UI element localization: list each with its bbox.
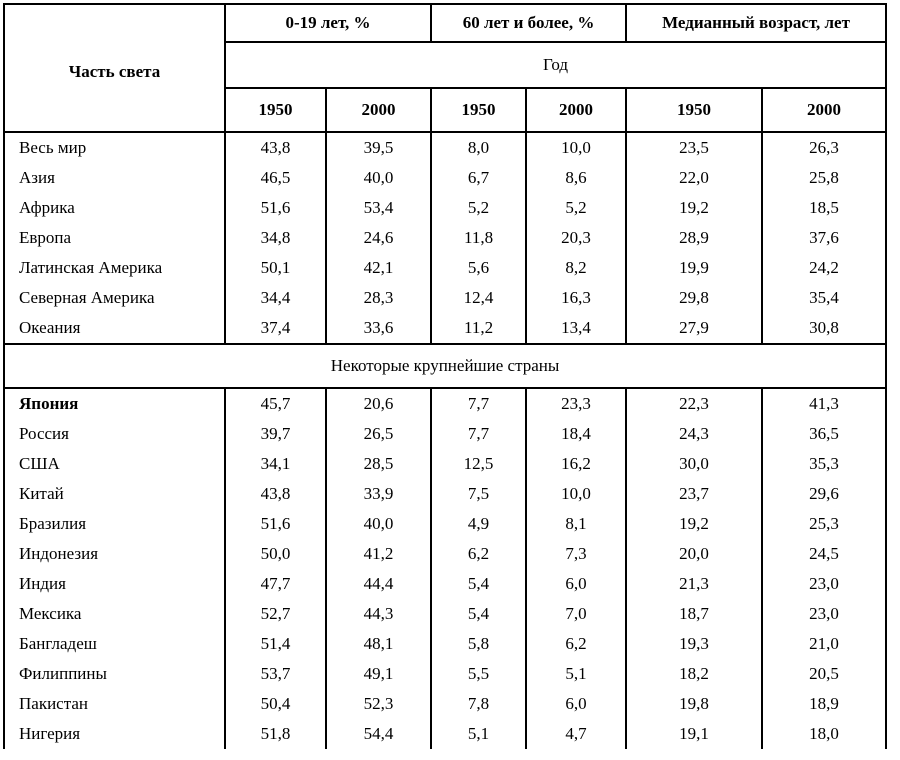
cell-value: 22,0 <box>626 163 762 193</box>
row-label: Нигерия <box>4 719 225 749</box>
row-label: Филиппины <box>4 659 225 689</box>
cell-value: 5,4 <box>431 599 526 629</box>
cell-value: 7,0 <box>526 599 626 629</box>
cell-value: 21,0 <box>762 629 886 659</box>
row-label: Северная Америка <box>4 283 225 313</box>
cell-value: 8,0 <box>431 132 526 163</box>
table-body <box>4 4 886 749</box>
cell-value: 7,3 <box>526 539 626 569</box>
cell-value: 7,7 <box>431 419 526 449</box>
cell-value: 6,2 <box>431 539 526 569</box>
row-label: Япония <box>4 388 225 419</box>
cell-value: 23,3 <box>526 388 626 419</box>
table-row <box>4 132 886 163</box>
cell-value: 30,8 <box>762 313 886 344</box>
cell-value: 36,5 <box>762 419 886 449</box>
cell-value: 54,4 <box>326 719 431 749</box>
table-row <box>4 659 886 689</box>
cell-value: 24,3 <box>626 419 762 449</box>
cell-value: 18,7 <box>626 599 762 629</box>
cell-value: 29,8 <box>626 283 762 313</box>
cell-value: 23,0 <box>762 569 886 599</box>
row-label: Индонезия <box>4 539 225 569</box>
cell-value: 41,2 <box>326 539 431 569</box>
cell-value: 18,5 <box>762 193 886 223</box>
cell-value: 46,5 <box>225 163 326 193</box>
cell-value: 12,4 <box>431 283 526 313</box>
cell-value: 25,8 <box>762 163 886 193</box>
cell-value: 42,1 <box>326 253 431 283</box>
cell-value: 49,1 <box>326 659 431 689</box>
cell-value: 10,0 <box>526 479 626 509</box>
cell-value: 52,7 <box>225 599 326 629</box>
cell-value: 5,2 <box>526 193 626 223</box>
table-row <box>4 719 886 749</box>
cell-value: 50,1 <box>225 253 326 283</box>
cell-value: 19,1 <box>626 719 762 749</box>
cell-value: 5,2 <box>431 193 526 223</box>
cell-value: 37,6 <box>762 223 886 253</box>
cell-value: 23,5 <box>626 132 762 163</box>
table-row <box>4 509 886 539</box>
cell-value: 23,0 <box>762 599 886 629</box>
table-row <box>4 223 886 253</box>
cell-value: 35,4 <box>762 283 886 313</box>
cell-value: 7,8 <box>431 689 526 719</box>
row-label: Бангладеш <box>4 629 225 659</box>
cell-value: 20,3 <box>526 223 626 253</box>
row-label: Европа <box>4 223 225 253</box>
header-group-young: 0-19 лет, % <box>225 4 431 42</box>
cell-value: 22,3 <box>626 388 762 419</box>
cell-value: 40,0 <box>326 163 431 193</box>
cell-value: 29,6 <box>762 479 886 509</box>
row-label: Россия <box>4 419 225 449</box>
table-row <box>4 539 886 569</box>
cell-value: 20,5 <box>762 659 886 689</box>
table-row <box>4 689 886 719</box>
table-row <box>4 313 886 344</box>
cell-value: 19,2 <box>626 509 762 539</box>
cell-value: 5,5 <box>431 659 526 689</box>
row-label: Индия <box>4 569 225 599</box>
cell-value: 11,8 <box>431 223 526 253</box>
cell-value: 40,0 <box>326 509 431 539</box>
table-row <box>4 449 886 479</box>
cell-value: 20,6 <box>326 388 431 419</box>
header-year-median-1950: 1950 <box>626 88 762 132</box>
row-label: Бразилия <box>4 509 225 539</box>
header-year-old-2000: 2000 <box>526 88 626 132</box>
cell-value: 51,4 <box>225 629 326 659</box>
row-label: Китай <box>4 479 225 509</box>
table-row <box>4 388 886 419</box>
header-year-median-2000: 2000 <box>762 88 886 132</box>
table-row <box>4 599 886 629</box>
cell-value: 11,2 <box>431 313 526 344</box>
cell-value: 6,7 <box>431 163 526 193</box>
cell-value: 7,7 <box>431 388 526 419</box>
cell-value: 4,9 <box>431 509 526 539</box>
header-year-young-1950: 1950 <box>225 88 326 132</box>
cell-value: 7,5 <box>431 479 526 509</box>
cell-value: 43,8 <box>225 132 326 163</box>
table-row <box>4 193 886 223</box>
cell-value: 18,9 <box>762 689 886 719</box>
cell-value: 16,3 <box>526 283 626 313</box>
row-label: Пакистан <box>4 689 225 719</box>
cell-value: 24,2 <box>762 253 886 283</box>
cell-value: 53,7 <box>225 659 326 689</box>
cell-value: 13,4 <box>526 313 626 344</box>
cell-value: 19,3 <box>626 629 762 659</box>
cell-value: 33,6 <box>326 313 431 344</box>
section-band-row <box>4 344 886 388</box>
cell-value: 27,9 <box>626 313 762 344</box>
cell-value: 44,4 <box>326 569 431 599</box>
header-region-label: Часть света <box>4 4 225 132</box>
cell-value: 5,1 <box>526 659 626 689</box>
cell-value: 28,9 <box>626 223 762 253</box>
cell-value: 18,0 <box>762 719 886 749</box>
cell-value: 10,0 <box>526 132 626 163</box>
cell-value: 45,7 <box>225 388 326 419</box>
cell-value: 5,1 <box>431 719 526 749</box>
table-row <box>4 569 886 599</box>
cell-value: 20,0 <box>626 539 762 569</box>
table-row <box>4 283 886 313</box>
cell-value: 19,9 <box>626 253 762 283</box>
header-year-span-label: Год <box>225 42 886 88</box>
cell-value: 6,0 <box>526 689 626 719</box>
cell-value: 5,4 <box>431 569 526 599</box>
table-row <box>4 629 886 659</box>
cell-value: 47,7 <box>225 569 326 599</box>
cell-value: 19,8 <box>626 689 762 719</box>
cell-value: 39,5 <box>326 132 431 163</box>
cell-value: 37,4 <box>225 313 326 344</box>
cell-value: 51,6 <box>225 193 326 223</box>
cell-value: 12,5 <box>431 449 526 479</box>
cell-value: 18,4 <box>526 419 626 449</box>
table-row <box>4 479 886 509</box>
cell-value: 16,2 <box>526 449 626 479</box>
cell-value: 39,7 <box>225 419 326 449</box>
cell-value: 4,7 <box>526 719 626 749</box>
cell-value: 6,2 <box>526 629 626 659</box>
cell-value: 41,3 <box>762 388 886 419</box>
cell-value: 5,6 <box>431 253 526 283</box>
cell-value: 23,7 <box>626 479 762 509</box>
cell-value: 51,8 <box>225 719 326 749</box>
cell-value: 8,1 <box>526 509 626 539</box>
cell-value: 43,8 <box>225 479 326 509</box>
cell-value: 34,8 <box>225 223 326 253</box>
header-year-young-2000: 2000 <box>326 88 431 132</box>
cell-value: 21,3 <box>626 569 762 599</box>
table-row <box>4 163 886 193</box>
row-label: Африка <box>4 193 225 223</box>
row-label: США <box>4 449 225 479</box>
cell-value: 34,1 <box>225 449 326 479</box>
cell-value: 25,3 <box>762 509 886 539</box>
cell-value: 53,4 <box>326 193 431 223</box>
row-label: Весь мир <box>4 132 225 163</box>
cell-value: 6,0 <box>526 569 626 599</box>
cell-value: 52,3 <box>326 689 431 719</box>
header-year-old-1950: 1950 <box>431 88 526 132</box>
section-band-label: Некоторые крупнейшие страны <box>4 344 886 388</box>
cell-value: 34,4 <box>225 283 326 313</box>
cell-value: 44,3 <box>326 599 431 629</box>
cell-value: 24,5 <box>762 539 886 569</box>
cell-value: 28,5 <box>326 449 431 479</box>
cell-value: 19,2 <box>626 193 762 223</box>
table-row <box>4 419 886 449</box>
header-group-median-age: Медианный возраст, лет <box>626 4 886 42</box>
row-label: Океания <box>4 313 225 344</box>
demographics-table <box>3 3 887 749</box>
cell-value: 51,6 <box>225 509 326 539</box>
cell-value: 50,4 <box>225 689 326 719</box>
row-label: Азия <box>4 163 225 193</box>
header-group-old: 60 лет и более, % <box>431 4 626 42</box>
cell-value: 8,2 <box>526 253 626 283</box>
cell-value: 26,5 <box>326 419 431 449</box>
cell-value: 18,2 <box>626 659 762 689</box>
cell-value: 5,8 <box>431 629 526 659</box>
cell-value: 33,9 <box>326 479 431 509</box>
cell-value: 26,3 <box>762 132 886 163</box>
cell-value: 48,1 <box>326 629 431 659</box>
cell-value: 35,3 <box>762 449 886 479</box>
cell-value: 24,6 <box>326 223 431 253</box>
row-label: Мексика <box>4 599 225 629</box>
cell-value: 28,3 <box>326 283 431 313</box>
cell-value: 50,0 <box>225 539 326 569</box>
header-row-groups <box>4 4 886 42</box>
table-row <box>4 253 886 283</box>
row-label: Латинская Америка <box>4 253 225 283</box>
cell-value: 30,0 <box>626 449 762 479</box>
cell-value: 8,6 <box>526 163 626 193</box>
